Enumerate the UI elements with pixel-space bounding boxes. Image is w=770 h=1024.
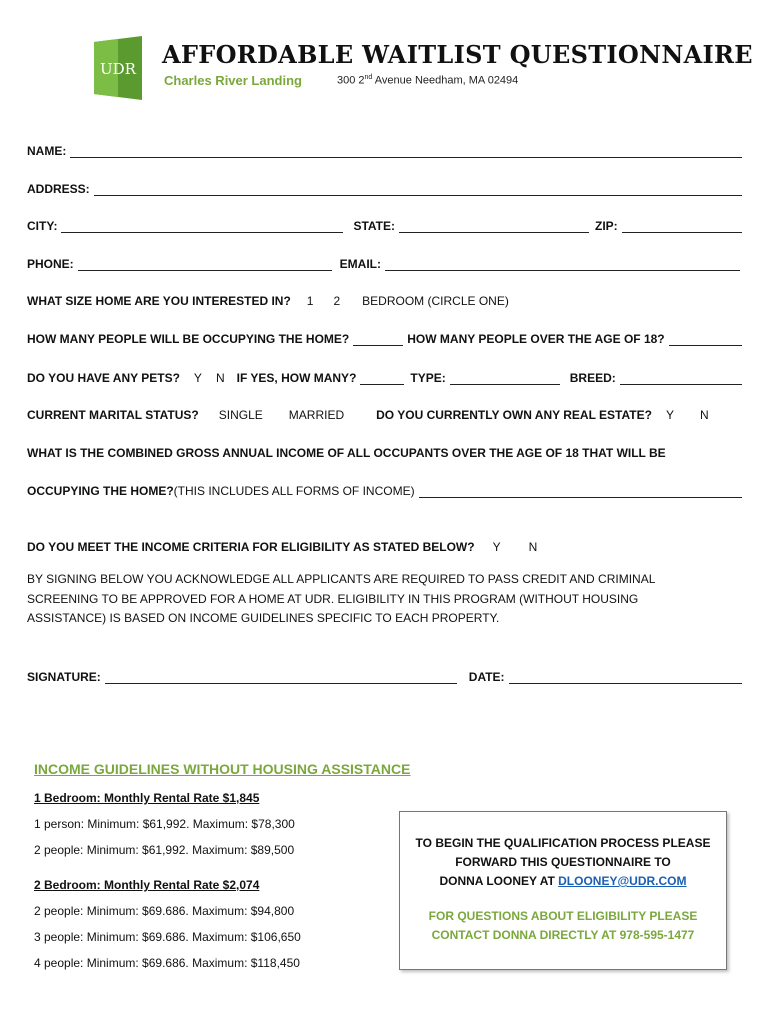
occupants-row <box>27 328 742 346</box>
eligibility-yes-option[interactable]: Y <box>492 540 501 554</box>
pet-type-label: TYPE: <box>410 371 446 385</box>
pets-row <box>27 367 742 385</box>
two-bedroom-row-1: 2 people: Minimum: $69.686. Maximum: $94,800 <box>34 904 295 918</box>
acknowledgement-text: BY SIGNING BELOW YOU ACKNOWLEDGE ALL APPLICANTS ARE REQUIRED TO PASS CREDIT AND CRIMINAL SCREENING TO BE APPROVED FOR A HOME AT UDR. ELIGIBILITY IN THIS PROGRAM (WITHOUT HOUSING ASSISTANCE) IS BASED ON INCOME GUIDELINES SPECIFIC TO EACH PROPERTY. <box>27 572 655 625</box>
occupants-question: HOW MANY PEOPLE WILL BE OCCUPYING THE HOME? <box>27 332 350 346</box>
breed-field[interactable] <box>620 371 742 385</box>
one-bedroom-row-2: 2 people: Minimum: $61,992. Maximum: $89,500 <box>34 843 295 857</box>
property-address: 300 2nd Avenue Needham, MA 02494 <box>337 74 519 87</box>
home-size-suffix: BEDROOM (CIRCLE ONE) <box>362 294 509 308</box>
city-label: CITY: <box>27 219 58 233</box>
contact-line-4: FOR QUESTIONS ABOUT ELIGIBILITY PLEASE <box>428 909 698 923</box>
contact-email-link[interactable]: DLOONEY@UDR.COM <box>558 874 687 888</box>
home-size-question: WHAT SIZE HOME ARE YOU INTERESTED IN? <box>27 294 291 308</box>
city-state-zip-row <box>27 215 742 233</box>
adults-question: HOW MANY PEOPLE OVER THE AGE OF 18? <box>407 332 665 346</box>
eligibility-row <box>27 536 742 554</box>
two-bedroom-row-3: 4 people: Minimum: $69.686. Maximum: $118,450 <box>34 956 300 970</box>
pet-type-field[interactable] <box>450 371 560 385</box>
city-field[interactable] <box>61 219 343 233</box>
real-estate-yes-option[interactable]: Y <box>665 408 674 422</box>
phone-email-row <box>27 253 742 271</box>
logo-text: UDR <box>100 60 136 78</box>
breed-label: BREED: <box>569 371 616 385</box>
phone-field[interactable] <box>78 257 332 271</box>
two-bedroom-row-2: 3 people: Minimum: $69.686. Maximum: $106,650 <box>34 930 301 944</box>
signature-label: SIGNATURE: <box>27 670 101 684</box>
udr-logo <box>90 36 146 100</box>
contact-line-2: FORWARD THIS QUESTIONNAIRE TO <box>455 855 671 869</box>
signature-field[interactable] <box>105 670 457 684</box>
page-title: AFFORDABLE WAITLIST QUESTIONNAIRE <box>162 40 753 69</box>
real-estate-no-option[interactable]: N <box>699 408 709 422</box>
state-field[interactable] <box>399 219 589 233</box>
income-question-line-1: WHAT IS THE COMBINED GROSS ANNUAL INCOME OF ALL OCCUPANTS OVER THE AGE OF 18 THAT WILL BE <box>27 446 666 460</box>
name-row <box>27 140 742 158</box>
address-row <box>27 178 742 196</box>
marital-label: CURRENT MARITAL STATUS? <box>27 408 199 422</box>
income-question-row-1 <box>27 442 742 460</box>
income-field[interactable] <box>419 484 742 498</box>
pets-count-field[interactable] <box>360 371 404 385</box>
income-question-line-2: OCCUPYING THE HOME? <box>27 484 174 498</box>
marital-row <box>27 404 742 422</box>
date-field[interactable] <box>509 670 742 684</box>
one-bedroom-row-1: 1 person: Minimum: $61,992. Maximum: $78,300 <box>34 817 295 831</box>
phone-label: PHONE: <box>27 257 74 271</box>
address-field[interactable] <box>94 182 742 196</box>
date-label: DATE: <box>468 670 505 684</box>
income-note: (THIS INCLUDES ALL FORMS OF INCOME) <box>173 484 415 498</box>
contact-line-3: DONNA LOONEY AT DLOONEY@UDR.COM <box>439 874 687 888</box>
income-guidelines-heading: INCOME GUIDELINES WITHOUT HOUSING ASSISTANCE <box>34 761 411 777</box>
real-estate-question: DO YOU CURRENTLY OWN ANY REAL ESTATE? <box>376 408 652 422</box>
eligibility-no-option[interactable]: N <box>528 540 538 554</box>
home-size-row <box>27 290 742 308</box>
home-size-option-2[interactable]: 2 <box>333 294 341 308</box>
email-field[interactable] <box>385 257 740 271</box>
name-field[interactable] <box>70 144 742 158</box>
pets-question: DO YOU HAVE ANY PETS? <box>27 371 180 385</box>
contact-line-5: CONTACT DONNA DIRECTLY AT 978-595-1477 <box>431 928 695 942</box>
email-label: EMAIL: <box>339 257 381 271</box>
address-label: ADDRESS: <box>27 182 90 196</box>
property-name: Charles River Landing <box>164 73 302 88</box>
contact-line-1: TO BEGIN THE QUALIFICATION PROCESS PLEASE <box>415 836 711 850</box>
pets-no-option[interactable]: N <box>215 371 225 385</box>
state-label: STATE: <box>353 219 396 233</box>
marital-single-option[interactable]: SINGLE <box>218 408 263 422</box>
name-label: NAME: <box>27 144 67 158</box>
home-size-option-1[interactable]: 1 <box>306 294 314 308</box>
marital-married-option[interactable]: MARRIED <box>288 408 345 422</box>
occupants-field[interactable] <box>353 332 403 346</box>
contact-box <box>399 811 727 970</box>
zip-field[interactable] <box>622 219 742 233</box>
one-bedroom-title: 1 Bedroom: Monthly Rental Rate $1,845 <box>34 791 260 805</box>
eligibility-question: DO YOU MEET THE INCOME CRITERIA FOR ELIGIBILITY AS STATED BELOW? <box>27 540 475 554</box>
zip-label: ZIP: <box>595 219 618 233</box>
two-bedroom-title: 2 Bedroom: Monthly Rental Rate $2,074 <box>34 878 260 892</box>
pets-yes-option[interactable]: Y <box>193 371 202 385</box>
adults-field[interactable] <box>669 332 742 346</box>
income-question-row-2 <box>27 480 742 498</box>
pets-count-label: IF YES, HOW MANY? <box>236 371 357 385</box>
signature-row <box>27 666 742 684</box>
